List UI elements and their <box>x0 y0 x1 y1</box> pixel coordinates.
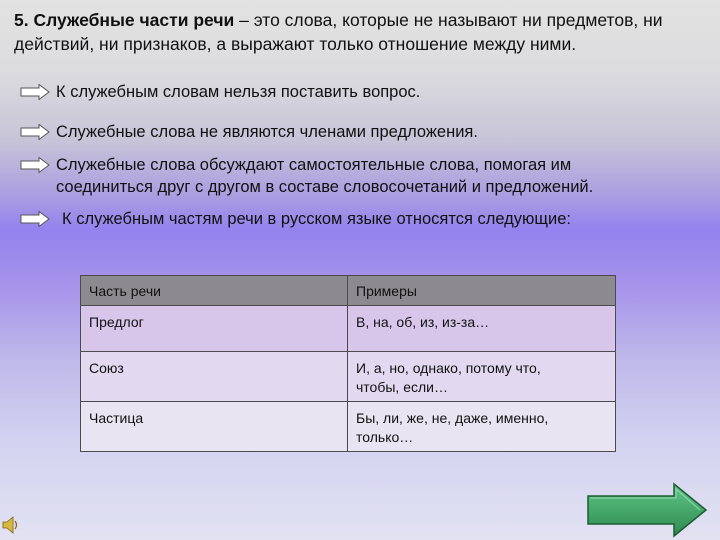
arrow-right-icon <box>20 124 50 140</box>
cell-examples-line: Бы, ли, же, не, даже, именно, <box>356 410 549 426</box>
bullet-text-line: соединиться друг с другом в составе словосочетаний и предложений. <box>56 178 594 196</box>
parts-of-speech-table <box>80 275 616 452</box>
column-header-part: Часть речи <box>81 276 348 306</box>
cell-examples-line: чтобы, если… <box>356 379 448 395</box>
bullet-text-line: Служебные слова обсуждают самостоятельные слова, помогая им <box>56 156 572 174</box>
arrow-right-icon <box>20 157 50 173</box>
speaker-icon[interactable] <box>2 514 20 536</box>
cell-examples <box>348 352 616 402</box>
column-header-examples: Примеры <box>348 276 616 306</box>
bullet-text: Служебные слова не являются членами предложения. <box>56 123 478 141</box>
table-row <box>81 352 616 402</box>
bullet-text <box>56 154 593 198</box>
cell-part: Предлог <box>81 306 348 352</box>
table-row <box>81 402 616 452</box>
cell-examples-line: В, на, об, из, из-за… <box>356 314 490 330</box>
heading-bold: 5. Служебные части речи <box>14 10 235 30</box>
cell-examples-line: только… <box>356 429 414 445</box>
cell-examples <box>348 402 616 452</box>
bullet-text: К служебным словам нельзя поставить вопрос. <box>56 83 421 101</box>
slide-heading <box>14 8 704 56</box>
arrow-right-icon <box>20 84 50 100</box>
cell-part: Частица <box>81 402 348 452</box>
table-row <box>81 306 616 352</box>
cell-examples-line: И, а, но, однако, потому что, <box>356 360 541 376</box>
bullet-text: К служебным частям речи в русском языке относятся следующие: <box>62 210 571 228</box>
cell-part: Союз <box>81 352 348 402</box>
next-arrow-icon[interactable] <box>586 482 708 538</box>
table-header-row <box>81 276 616 306</box>
arrow-right-icon <box>20 211 50 227</box>
heading-rest: – это слова, которые не называют ни предметов, ни действий, ни признаков, а выражают только отношение между ними. <box>14 10 663 54</box>
cell-examples <box>348 306 616 352</box>
